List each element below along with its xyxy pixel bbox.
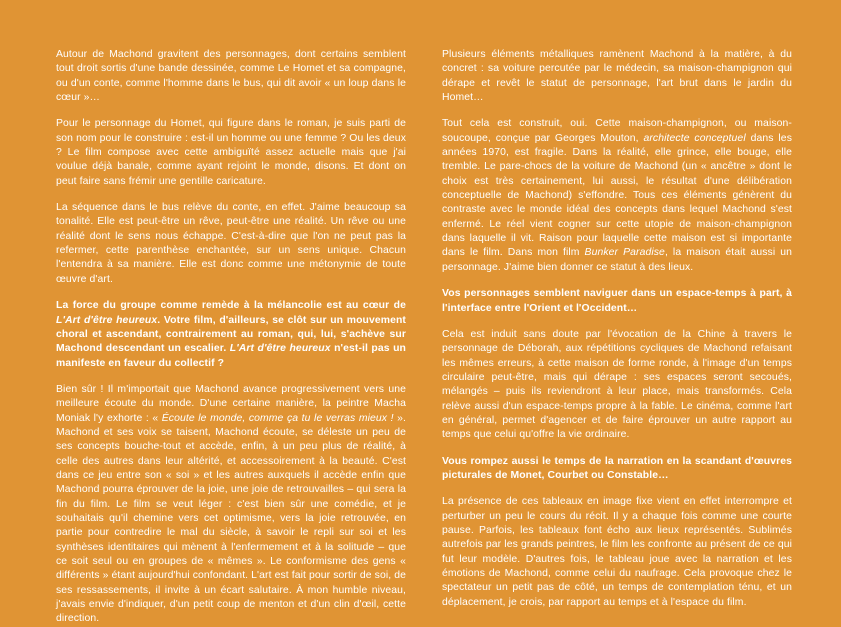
interview-question: La force du groupe comme remède à la mélancolie est au cœur de L'Art d'être heureux. Votre film, d'ailleurs, se clôt sur un mouvement choral et ascendant, contrairement au roman, qui, lui, s'achève sur Machond descendant un escalier. L'Art d'être heureux n'est-il pas un manifeste en faveur du collectif ? — [56, 300, 406, 369]
interview-answer: Pour le personnage du Homet, qui figure dans le roman, je suis parti de son nom pour le construire : est-il un homme ou une femme ? Ou les deux ? Le film compose avec cette ambiguïté assez actuelle mais que j'ai voulue déjà banale, comme ayant rejoint le monde, disons. Et dont on peut faire sans frémir une gentille caricature. — [56, 118, 406, 187]
right-column — [442, 48, 792, 610]
interview-answer: Plusieurs éléments métalliques ramènent Machond à la matière, à du concret : sa voiture percutée par le médecin, sa maison-champignon qui dérape et revêt le statut de personnage, l'art brut dans le jardin du Homet… — [442, 49, 792, 104]
interview-answer: Tout cela est construit, oui. Cette maison-champignon, ou maison-soucoupe, conçue par Georges Mouton, architecte conceptuel dans les années 1970, est fragile. Dans la réalité, elle grince, elle bouge, elle tremble. Le pare-chocs de la voiture de Machond (un « ancêtre » dont le choix est très certainement, lui aussi, le résultat d'une délibération conceptuelle de Machond) s'effondre. Tous ces éléments génèrent du contraste avec le monde idéal des concepts dans lequel Machond s'est enfermé. Le réel vient cogner sur cette utopie de maison-champignon dans laquelle il vit. Raison pour laquelle cette maison est si importante dans le film. Dans mon film Bunker Paradise, la maison était aussi un personnage. J'aime bien donner ce statut à des lieux. — [442, 118, 793, 273]
article-columns — [56, 48, 793, 625]
interview-answer: La séquence dans le bus relève du conte, en effet. J'aime beaucoup sa tonalité. Elle est peut-être un rêve, peut-être une réalité. Un rêve ou une réalité dont le sens nous échappe. C'est-à-dire que l'on ne peut pas la refermer, cette parenthèse enchantée, sur un sens unique. Chacun l'entendra à sa manière. Elle est donc comme une métonymie de toute œuvre d'art. — [56, 202, 406, 285]
interview-answer: Bien sûr ! Il m'importait que Machond avance progressivement vers une meilleure écoute du monde. D'une certaine manière, la peintre Macha Moniak l'y exhorte : « Écoute le monde, comme ça tu le verras mieux ! ». Machond et ses voix se taisent, Machond écoute, se déleste un peu de ses concepts bouche-tout et accède, enfin, à un peu plus de réalité, à celle des autres dans leur altérité, et accessoirement à la beauté. C'est dans ce jeu entre son « soi » et les autres auxquels il accède enfin que Machond pourra éprouver de la joie, une joie de retrouvailles – qui sera la fin du film. Le film se veut léger : c'est bien sûr une comédie, et je souhaitais qu'il chemine vers cet optimisme, vers la joie retrouvée, en partie pour contredire le mal du siècle, à savoir le repli sur soi et les synthèses identitaires qui mènent à l'enfermement et à la solitude – que ce soit seul ou en groupes de « mêmes ». Le conformisme des gens « différents » étant aujourd'hui confondant. L'art est fait pour sortir de soi, de ses ressassements, il invite à un écart salutaire. À mon humble niveau, j'avais envie d'indiquer, d'un petit coup de menton et d'un clin d'œil, cette direction. — [56, 383, 407, 625]
interview-question: Vos personnages semblent naviguer dans un espace-temps à part, à l'interface entre l'Orient et l'Occident… — [442, 288, 792, 314]
left-column — [56, 48, 406, 627]
interview-question: Vous rompez aussi le temps de la narration en la scandant d'œuvres picturales de Monet, Courbet ou Constable… — [442, 455, 792, 481]
interview-answer: Cela est induit sans doute par l'évocation de la Chine à travers le personnage de Déborah, aux répétitions cycliques de Machond refaisant les mêmes erreurs, à cette maison de forme ronde, à l'image d'un temps circulaire peut-être, mais qui dérape : ses espaces seront secoués, mélangés – puis ils reviendront à leur place, mais transformés. Cela relève aussi d'un espace-temps propre à la fable. Le cinéma, comme l'art en général, permet d'agencer et de faire éprouver un autre rapport au temps que celui qu'offre la vie ordinaire. — [442, 328, 792, 441]
interview-answer: La présence de ces tableaux en image fixe vient en effet interrompre et perturber un peu le cours du récit. Il y a chaque fois comme une courte pause. Parfois, les tableaux font écho aux lieux représentés. Sublimés autrefois par les grands peintres, le film les confronte au présent de ce qui fut leur modèle. D'autres fois, le tableau joue avec la narration et les émotions de Machond, comme celui du naufrage. Cela provoque chez le spectateur un petit pas de côté, un temps de contemplation ténu, et un déplacement, je crois, par rapport au temps et à l'espace du film. — [442, 496, 792, 608]
interview-answer: Autour de Machond gravitent des personnages, dont certains semblent tout droit sortis d'une bande dessinée, comme Le Homet et sa compagne, ou d'un conte, comme l'homme dans le bus, qui dit avoir « un loup dans le cœur »… — [56, 49, 406, 104]
